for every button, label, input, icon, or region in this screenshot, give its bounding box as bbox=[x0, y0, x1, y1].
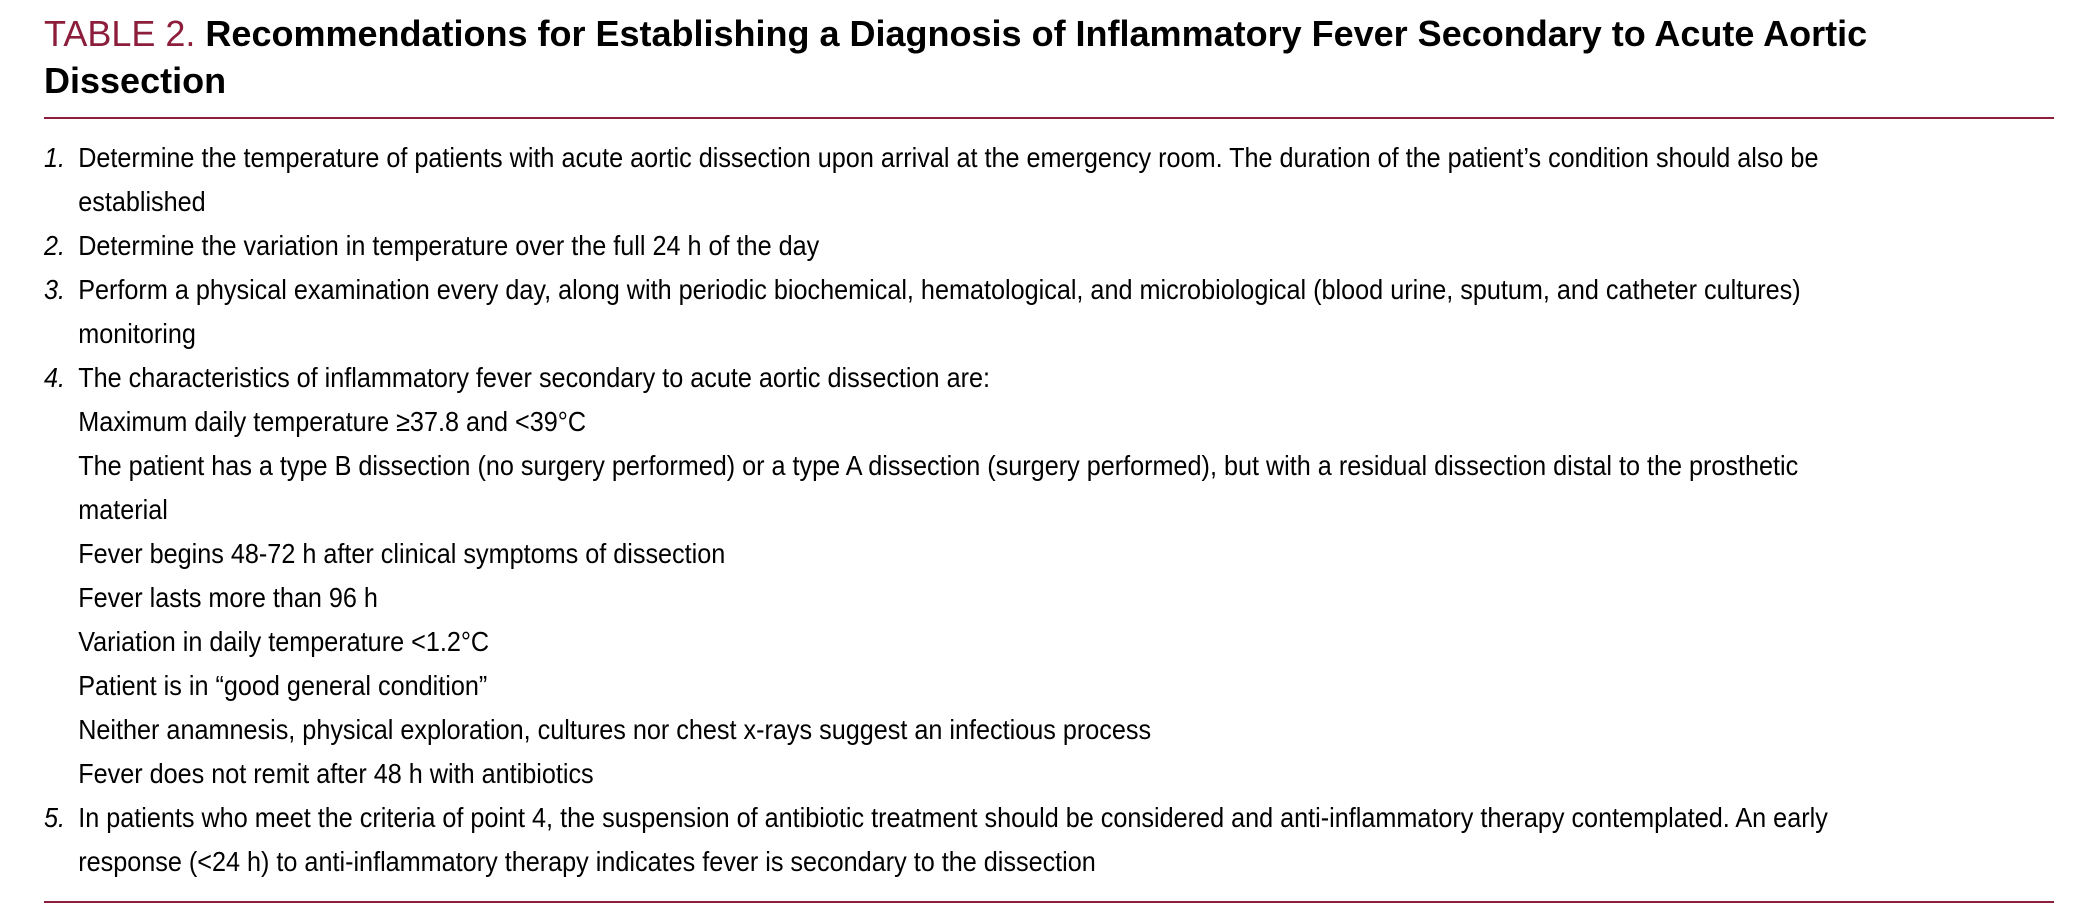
criterion-antibiotics: Fever does not remit after 48 h with antibiotics bbox=[78, 758, 594, 789]
criterion-fever-duration: Fever lasts more than 96 h bbox=[78, 582, 378, 613]
table-label: TABLE 2. bbox=[44, 13, 196, 54]
item-text: Perform a physical examination every day, along with periodic biochemical, hematological, and microbiological (blood urine, sputum, and catheter cultures) monitoring bbox=[78, 274, 1801, 349]
item-text: Determine the variation in temperature over the full 24 h of the day bbox=[78, 230, 820, 261]
table-title bbox=[44, 10, 2054, 104]
recommendation-item-1 bbox=[44, 136, 1862, 224]
criterion-temperature-variation: Variation in daily temperature <1.2°C bbox=[78, 626, 490, 657]
item-number: 2. bbox=[44, 230, 66, 261]
criterion-fever-onset: Fever begins 48-72 h after clinical symptoms of dissection bbox=[78, 538, 726, 569]
table-document bbox=[44, 0, 2054, 920]
recommendation-item-2 bbox=[44, 224, 1862, 268]
item-text: In patients who meet the criteria of point 4, the suspension of antibiotic treatment should be considered and anti-inflammatory therapy contemplated. An early response (<24 h) to anti-inflammatory therapy indicates fever is secondary to the dissection bbox=[78, 802, 1828, 877]
bottom-rule bbox=[44, 901, 2054, 903]
top-rule bbox=[44, 117, 2054, 119]
criterion-no-infection: Neither anamnesis, physical exploration, cultures nor chest x-rays suggest an infectious process bbox=[78, 714, 1152, 745]
item-number: 3. bbox=[44, 274, 66, 305]
table-heading: Recommendations for Establishing a Diagnosis of Inflammatory Fever Secondary to Acute Aortic Dissection bbox=[44, 13, 1868, 101]
item-text: The characteristics of inflammatory fever secondary to acute aortic dissection are: bbox=[78, 362, 990, 393]
recommendation-item-3 bbox=[44, 268, 1862, 356]
item-text: Determine the temperature of patients with acute aortic dissection upon arrival at the emergency room. The duration of the patient’s condition should also be established bbox=[78, 142, 1819, 217]
item-number: 4. bbox=[44, 362, 66, 393]
item-number: 1. bbox=[44, 142, 66, 173]
criterion-dissection-type: The patient has a type B dissection (no surgery performed) or a type A dissection (surgery performed), but with a residual dissection distal to the prosthetic material bbox=[78, 450, 1799, 525]
criterion-max-temperature: Maximum daily temperature ≥37.8 and <39°C bbox=[78, 406, 587, 437]
recommendation-list bbox=[44, 136, 1862, 884]
item-number: 5. bbox=[44, 802, 66, 833]
criterion-general-condition: Patient is in “good general condition” bbox=[78, 670, 488, 701]
recommendation-item-5 bbox=[44, 796, 1862, 884]
recommendation-item-4 bbox=[44, 356, 1862, 796]
